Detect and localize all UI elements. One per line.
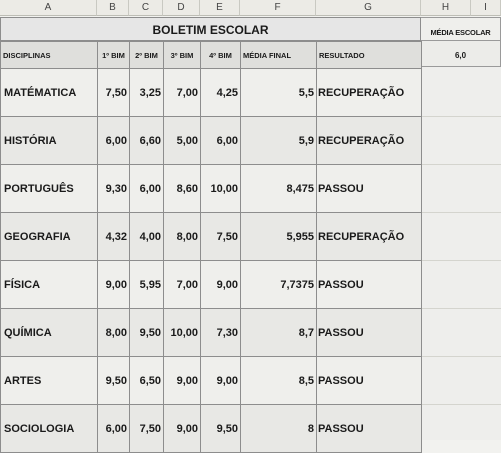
- cell-resultado[interactable]: PASSOU: [317, 309, 422, 357]
- cell-media-final[interactable]: 5,9: [241, 117, 317, 165]
- cell-bim2[interactable]: 4,00: [130, 213, 164, 261]
- cell-disciplina[interactable]: MATÉMATICA: [1, 69, 98, 117]
- cell-resultado[interactable]: PASSOU: [317, 165, 422, 213]
- cell-disciplina[interactable]: QUÍMICA: [1, 309, 98, 357]
- cell-bim4[interactable]: 9,50: [201, 405, 241, 453]
- cell-media-final[interactable]: 8,5: [241, 357, 317, 405]
- cell-media-final[interactable]: 8,7: [241, 309, 317, 357]
- column-header-g[interactable]: G: [316, 0, 421, 16]
- cell-disciplina[interactable]: GEOGRAFIA: [1, 213, 98, 261]
- cell-media-final[interactable]: 8: [241, 405, 317, 453]
- column-header-a[interactable]: A: [0, 0, 97, 16]
- cell-media-final[interactable]: 8,475: [241, 165, 317, 213]
- column-header-e[interactable]: E: [200, 0, 240, 16]
- header-bim2[interactable]: 2º BIM: [130, 42, 164, 69]
- header-media-final[interactable]: MÉDIA FINAL: [241, 42, 317, 69]
- header-bim4[interactable]: 4º BIM: [201, 42, 241, 69]
- cell-bim1[interactable]: 8,00: [98, 309, 130, 357]
- cell-bim3[interactable]: 8,60: [164, 165, 201, 213]
- header-bim3[interactable]: 3º BIM: [164, 42, 201, 69]
- cell-bim4[interactable]: 9,00: [201, 261, 241, 309]
- gridline: [421, 356, 501, 357]
- cell-bim3[interactable]: 9,00: [164, 357, 201, 405]
- cell-bim3[interactable]: 8,00: [164, 213, 201, 261]
- cell-media-final[interactable]: 7,7375: [241, 261, 317, 309]
- table-row: [1, 165, 422, 213]
- cell-bim1[interactable]: 9,50: [98, 357, 130, 405]
- cell-disciplina[interactable]: ARTES: [1, 357, 98, 405]
- cell-disciplina[interactable]: HISTÓRIA: [1, 117, 98, 165]
- gridline: [421, 116, 501, 117]
- gridline: [421, 404, 501, 405]
- cell-resultado[interactable]: PASSOU: [317, 405, 422, 453]
- cell-bim1[interactable]: 9,00: [98, 261, 130, 309]
- cell-resultado[interactable]: PASSOU: [317, 357, 422, 405]
- table-row: [1, 213, 422, 261]
- header-bim1[interactable]: 1º BIM: [98, 42, 130, 69]
- cell-bim2[interactable]: 3,25: [130, 69, 164, 117]
- cell-bim1[interactable]: 6,00: [98, 405, 130, 453]
- cell-bim3[interactable]: 9,00: [164, 405, 201, 453]
- table-row: [1, 69, 422, 117]
- cell-bim2[interactable]: 9,50: [130, 309, 164, 357]
- cell-bim4[interactable]: 6,00: [201, 117, 241, 165]
- cell-bim4[interactable]: 7,50: [201, 213, 241, 261]
- header-row: [1, 42, 422, 69]
- column-header-h[interactable]: H: [421, 0, 471, 16]
- table-row: [1, 357, 422, 405]
- media-escolar-value[interactable]: 6,0: [421, 41, 501, 67]
- cell-bim3[interactable]: 7,00: [164, 261, 201, 309]
- table-row: [1, 405, 422, 453]
- report-title[interactable]: BOLETIM ESCOLAR: [0, 17, 421, 41]
- cell-bim4[interactable]: 4,25: [201, 69, 241, 117]
- gridline: [421, 308, 501, 309]
- cell-bim4[interactable]: 10,00: [201, 165, 241, 213]
- header-disciplinas[interactable]: DISCIPLINAS: [1, 42, 98, 69]
- table-row: [1, 261, 422, 309]
- cell-media-final[interactable]: 5,5: [241, 69, 317, 117]
- cell-bim1[interactable]: 6,00: [98, 117, 130, 165]
- column-header-c[interactable]: C: [129, 0, 163, 16]
- cell-resultado[interactable]: RECUPERAÇÃO: [317, 69, 422, 117]
- cell-bim3[interactable]: 10,00: [164, 309, 201, 357]
- cell-resultado[interactable]: RECUPERAÇÃO: [317, 117, 422, 165]
- gridline: [421, 164, 501, 165]
- cell-bim4[interactable]: 9,00: [201, 357, 241, 405]
- table-row: [1, 117, 422, 165]
- gridline: [421, 260, 501, 261]
- cell-bim2[interactable]: 6,50: [130, 357, 164, 405]
- cell-disciplina[interactable]: FÍSICA: [1, 261, 98, 309]
- cell-bim2[interactable]: 5,95: [130, 261, 164, 309]
- column-header-d[interactable]: D: [163, 0, 200, 16]
- grades-table: [0, 41, 422, 453]
- empty-cells-column-h-i[interactable]: [421, 67, 501, 440]
- column-header-i[interactable]: I: [471, 0, 501, 16]
- column-header-b[interactable]: B: [97, 0, 129, 16]
- cell-bim1[interactable]: 9,30: [98, 165, 130, 213]
- cell-bim4[interactable]: 7,30: [201, 309, 241, 357]
- cell-bim3[interactable]: 5,00: [164, 117, 201, 165]
- cell-resultado[interactable]: RECUPERAÇÃO: [317, 213, 422, 261]
- cell-disciplina[interactable]: PORTUGUÊS: [1, 165, 98, 213]
- gridline: [421, 212, 501, 213]
- cell-bim1[interactable]: 7,50: [98, 69, 130, 117]
- cell-bim2[interactable]: 6,60: [130, 117, 164, 165]
- cell-bim1[interactable]: 4,32: [98, 213, 130, 261]
- cell-bim2[interactable]: 7,50: [130, 405, 164, 453]
- media-escolar-label[interactable]: MÉDIA ESCOLAR: [421, 17, 501, 41]
- cell-bim3[interactable]: 7,00: [164, 69, 201, 117]
- table-row: [1, 309, 422, 357]
- cell-disciplina[interactable]: SOCIOLOGIA: [1, 405, 98, 453]
- column-header-f[interactable]: F: [240, 0, 316, 16]
- cell-bim2[interactable]: 6,00: [130, 165, 164, 213]
- header-resultado[interactable]: RESULTADO: [317, 42, 422, 69]
- cell-resultado[interactable]: PASSOU: [317, 261, 422, 309]
- cell-media-final[interactable]: 5,955: [241, 213, 317, 261]
